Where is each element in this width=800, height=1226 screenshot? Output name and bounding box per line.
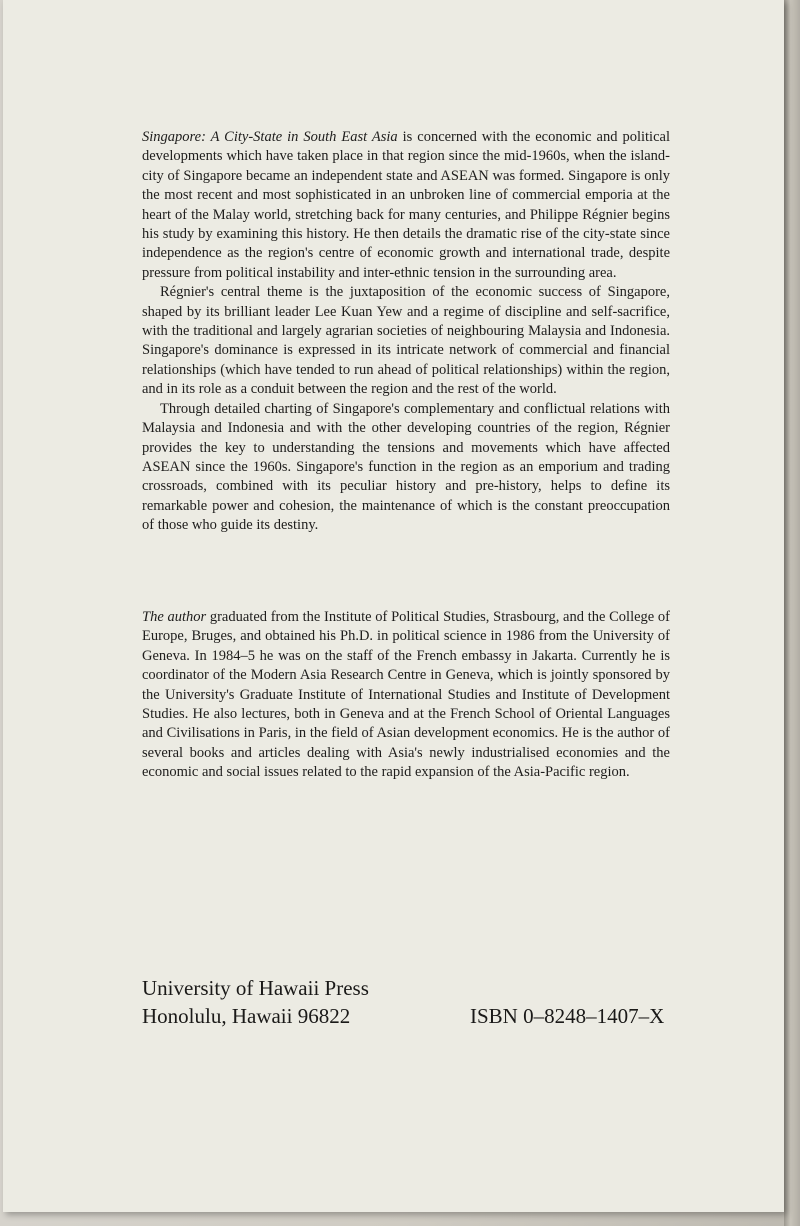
publisher-imprint — [142, 974, 369, 1030]
description-paragraph-2: Régnier's central theme is the juxtaposition of the economic success of Singapore, shaped by its brilliant leader Lee Kuan Yew and a regime of discipline and self-sacrifice, with the traditional and largely agrarian societies of neighbouring Malaysia and Indonesia. Singapore's dominance is expressed in its intricate network of commercial and financial relationships (which have tended to run ahead of political relationships) within the region, and in its role as a conduit between the region and the rest of the world. — [142, 284, 670, 398]
isbn-number: ISBN 0–8248–1407–X — [470, 1004, 665, 1028]
author-bio-text: graduated from the Institute of Political Studies, Strasbourg, and the College of Europe, Bruges, and obtained his Ph.D. in political science in 1986 from the University of Geneva. In 1984–5 he was on the staff of the French embassy in Jakarta. Currently he is coordinator of the Modern Asia Research Centre in Geneva, which is jointly sponsored by the University's Graduate Institute of International Studies and Institute of Development Studies. He also lectures, both in Geneva and at the French School of Oriental Languages and Civilisations in Paris, in the field of Asian development economics. He is the author of several books and articles dealing with Asia's newly industrialised economies and the economic and social issues related to the rapid expansion of the Asia-Pacific region. — [142, 609, 671, 781]
author-bio-lead: The author — [142, 609, 207, 625]
description-paragraph-1-text: is concerned with the economic and political developments which have taken place in that region since the mid-1960s, when the island-city of Singapore became an independent state and ASEAN was formed. Singapore is only the most recent and most sophisticated in an unbroken line of commercial emporia at the heart of the Malay world, stretching back for many centuries, and Philippe Régnier begins his study by examining this history. He then details the dramatic rise of the city-state since independence as the region's centre of economic growth and international trade, despite pressure from political instability and inter-ethnic tension in the surrounding area. — [142, 129, 670, 281]
publisher-address: Honolulu, Hawaii 96822 — [142, 1004, 351, 1028]
author-bio-paragraph — [142, 608, 670, 783]
book-title-italic: Singapore: A City-State in South East Asia — [142, 129, 398, 145]
description-paragraph-3: Through detailed charting of Singapore's complementary and conflictual relations with Malaysia and Indonesia and with the other developing countries of the region, Régnier provides the key to understanding the tensions and movements which have affected ASEAN since the 1960s. Singapore's function in the region as an emporium and trading crossroads, combined with its peculiar history and pre-history, helps to define its remarkable power and cohesion, the maintenance of which is the constant preoccupation of those who guide its destiny. — [142, 400, 670, 534]
publisher-name: University of Hawaii Press — [142, 976, 369, 1000]
description-paragraph-1 — [142, 128, 670, 283]
author-bio — [142, 608, 670, 783]
book-spine-edge — [784, 0, 800, 1226]
book-description — [142, 128, 670, 536]
